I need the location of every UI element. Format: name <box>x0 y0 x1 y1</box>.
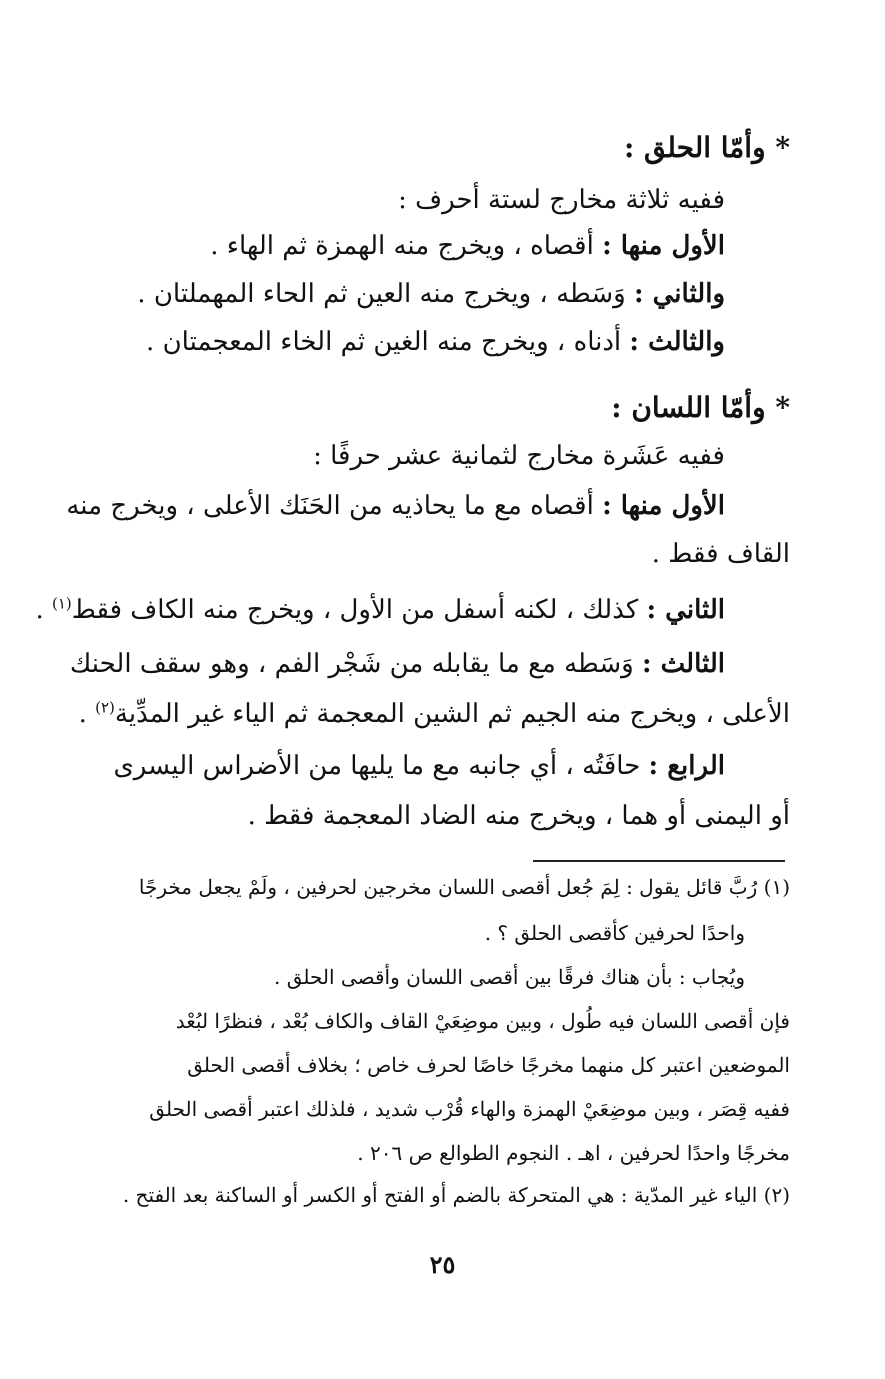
item-label: الثالث : <box>641 649 725 679</box>
footnote-line: مخرجًا واحدًا لحرفين ، اهـ . النجوم الطوالع ص ٢٠٦ . <box>357 1141 790 1165</box>
item-label: الثاني : <box>646 595 725 625</box>
paragraph-line <box>79 694 790 734</box>
footnote-ref: (٢) <box>95 698 115 717</box>
item-text: الأعلى ، ويخرج منه الجيم ثم الشين المعجمة ثم الياء غير المدِّية <box>114 699 790 729</box>
footnote-ref: (١) <box>51 594 72 613</box>
section-heading-halq: * وأمّا الحلق : <box>623 131 790 164</box>
paragraph-line <box>113 746 725 786</box>
paragraph-line: القاف فقط . <box>651 539 790 569</box>
item-label: الأول منها : <box>602 231 725 261</box>
item-label: الأول منها : <box>602 491 725 521</box>
paragraph-line <box>210 226 725 266</box>
footnote-line: ففيه قِصَر ، وبين موضِعَيْ الهمزة والهاء قُرْب شديد ، فلذلك اعتبر أقصى الحلق <box>149 1097 790 1121</box>
footnote-line: واحدًا لحرفين كأقصى الحلق ؟ . <box>484 921 745 945</box>
footnote-line: الموضعين اعتبر كل منهما مخرجًا خاصًا لحرف خاص ؛ بخلاف أقصى الحلق <box>187 1053 790 1077</box>
footnote-separator <box>533 860 785 862</box>
item-text: وَسَطه ، ويخرج منه العين ثم الحاء المهملتان . <box>137 279 634 309</box>
item-text: كذلك ، لكنه أسفل من الأول ، ويخرج منه الكاف فقط <box>71 595 647 625</box>
item-text: . <box>78 699 96 729</box>
item-text: وَسَطه مع ما يقابله من شَجْر الفم ، وهو سقف الحنك <box>69 649 642 679</box>
footnote-line: ويُجاب : بأن هناك فرقًا بين أقصى اللسان وأقصى الحلق . <box>274 965 745 989</box>
paragraph-line <box>146 322 725 362</box>
item-label: والثاني : <box>633 279 725 309</box>
item-label: والثالث : <box>629 327 725 357</box>
item-text: حافَتُه ، أي جانبه مع ما يليها من الأضراس اليسرى <box>113 751 649 781</box>
item-text: أدناه ، ويخرج منه الغين ثم الخاء المعجمتان . <box>146 327 630 357</box>
paragraph-line: ففيه ثلاثة مخارج لستة أحرف : <box>398 185 725 215</box>
section-heading-lisan: * وأمّا اللسان : <box>611 391 790 424</box>
paragraph-line <box>137 274 725 314</box>
item-text: أقصاه مع ما يحاذيه من الحَنَك الأعلى ، ويخرج منه <box>66 491 603 521</box>
page-number: ٢٥ <box>429 1250 456 1279</box>
footnote-line: فإن أقصى اللسان فيه طُول ، وبين موضِعَيْ القاف والكاف بُعْد ، فنظرًا لبُعْد <box>175 1009 790 1033</box>
item-label: الرابع : <box>648 751 725 781</box>
paragraph-line <box>66 486 725 526</box>
paragraph-line: أو اليمنى أو هما ، ويخرج منه الضاد المعجمة فقط . <box>247 801 790 831</box>
item-text: أقصاه ، ويخرج منه الهمزة ثم الهاء . <box>210 231 603 261</box>
paragraph-line <box>70 644 725 684</box>
paragraph-line: ففيه عَشَرة مخارج لثمانية عشر حرفًا : <box>313 441 725 471</box>
footnote-line: (٢) الياء غير المدّية : هي المتحركة بالضم أو الفتح أو الكسر أو الساكنة بعد الفتح . <box>122 1183 790 1207</box>
item-text: . <box>35 595 52 625</box>
footnote-line: (١) رُبَّ قائل يقول : لِمَ جُعل أقصى اللسان مخرجين لحرفين ، ولَمْ يجعل مخرجًا <box>138 875 790 899</box>
paragraph-line <box>35 590 725 630</box>
